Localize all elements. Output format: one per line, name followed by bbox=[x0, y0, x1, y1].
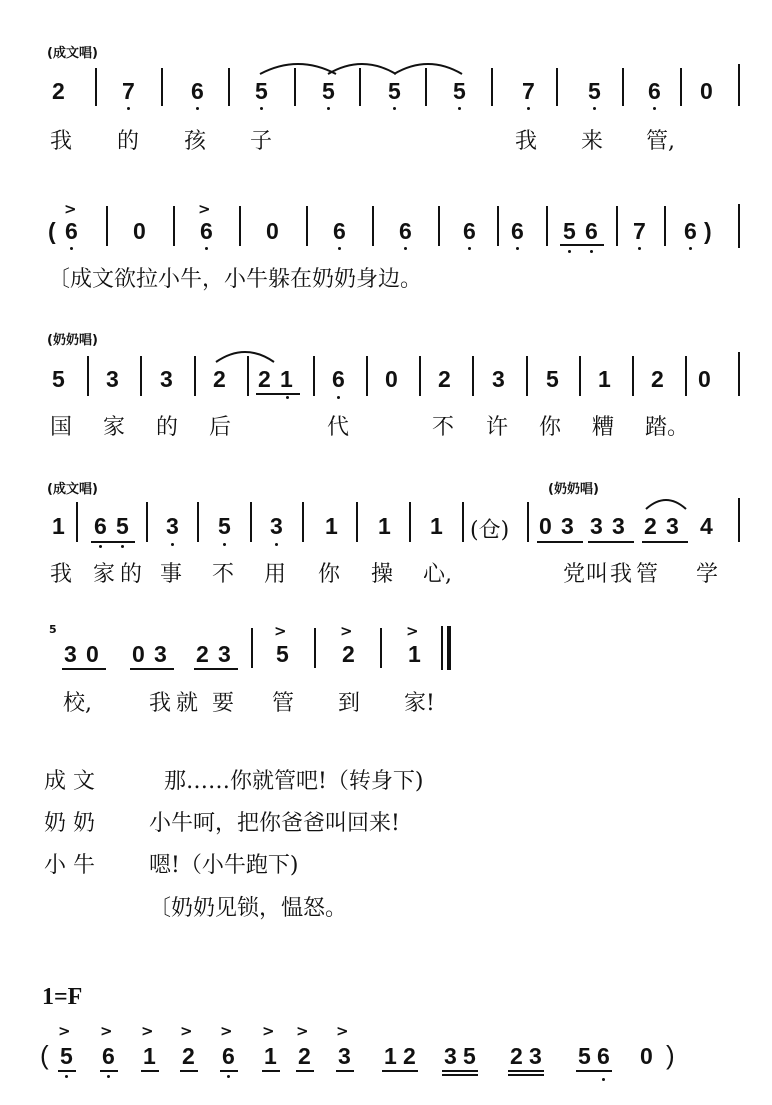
open-paren: ( bbox=[48, 218, 56, 244]
bar-line bbox=[194, 356, 196, 396]
note: 5 bbox=[563, 218, 576, 244]
bar-line bbox=[106, 206, 108, 246]
lyric: 家! bbox=[404, 691, 435, 716]
note: 3 bbox=[166, 513, 179, 539]
lyric: 不 bbox=[432, 415, 455, 440]
low-octave-dot bbox=[127, 107, 130, 110]
lyric: 事 bbox=[160, 562, 183, 587]
note: 5 bbox=[322, 78, 335, 104]
lyric: 就 bbox=[176, 691, 199, 716]
note: 2 bbox=[213, 366, 226, 392]
bar-line bbox=[579, 356, 581, 396]
low-octave-dot bbox=[260, 107, 263, 110]
beam-underline bbox=[180, 1070, 198, 1072]
note: 3 bbox=[590, 513, 603, 539]
note: 3 bbox=[612, 513, 625, 539]
stage-direction: 〔成文欲拉小牛，小牛躲在奶奶身边。 bbox=[48, 267, 423, 292]
bar-line bbox=[87, 356, 89, 396]
beam-underline bbox=[508, 1070, 544, 1072]
note: 2 bbox=[510, 1043, 523, 1069]
bar-line bbox=[738, 64, 740, 106]
lyric: 糟 bbox=[592, 415, 615, 440]
bar-line bbox=[302, 502, 304, 542]
low-octave-dot bbox=[516, 247, 519, 250]
lyric: 来 bbox=[581, 129, 604, 154]
low-octave-dot bbox=[689, 247, 692, 250]
bar-line bbox=[526, 356, 528, 396]
beam-underline bbox=[62, 668, 106, 670]
low-octave-dot bbox=[338, 247, 341, 250]
note: 5 bbox=[546, 366, 559, 392]
beam-underline bbox=[220, 1070, 238, 1072]
bar-line bbox=[546, 206, 548, 246]
bar-line bbox=[228, 68, 230, 106]
note: 1 bbox=[325, 513, 338, 539]
low-octave-dot bbox=[653, 107, 656, 110]
note: 5 bbox=[276, 641, 289, 667]
beam-underline-double bbox=[442, 1074, 478, 1076]
key-signature: 1=F bbox=[42, 984, 83, 1010]
bar-line bbox=[616, 206, 618, 246]
note: 3 bbox=[338, 1043, 351, 1069]
note: 3 bbox=[106, 366, 119, 392]
note: 5 bbox=[255, 78, 268, 104]
note: 6 bbox=[65, 218, 78, 244]
note: 7 bbox=[522, 78, 535, 104]
note: 2 bbox=[651, 366, 664, 392]
bar-line bbox=[738, 352, 740, 396]
note: 5 bbox=[116, 513, 129, 539]
singer-label-chengwen: (成文唱) bbox=[47, 482, 98, 497]
note: 6 bbox=[191, 78, 204, 104]
accent-mark: > bbox=[340, 622, 353, 640]
bar-line bbox=[95, 68, 97, 106]
low-octave-dot bbox=[337, 396, 340, 399]
note: 6 bbox=[585, 218, 598, 244]
low-octave-dot bbox=[393, 107, 396, 110]
lyric: 要 bbox=[212, 691, 235, 716]
accent-mark: > bbox=[100, 1022, 113, 1040]
singer-label-nainai: (奶奶唱) bbox=[47, 333, 98, 348]
note: 7 bbox=[122, 78, 135, 104]
note: 6 bbox=[511, 218, 524, 244]
note: 1 bbox=[378, 513, 391, 539]
low-octave-dot bbox=[286, 396, 289, 399]
beam-underline bbox=[560, 244, 604, 246]
dialogue-line: 那……你就管吧!（转身下) bbox=[164, 769, 424, 794]
note: 0 bbox=[86, 641, 99, 667]
lyric: 代 bbox=[327, 415, 350, 440]
low-octave-dot bbox=[107, 1075, 110, 1078]
beam-underline bbox=[588, 541, 634, 543]
note: 6 bbox=[222, 1043, 235, 1069]
low-octave-dot bbox=[568, 250, 571, 253]
close-paren: ) bbox=[704, 218, 712, 244]
lyric: 后 bbox=[209, 415, 232, 440]
note: 1 bbox=[143, 1043, 156, 1069]
note: 5 bbox=[453, 78, 466, 104]
low-octave-dot bbox=[602, 1078, 605, 1081]
beam-underline bbox=[576, 1070, 612, 1072]
bar-line bbox=[738, 498, 740, 542]
accent-mark: > bbox=[274, 622, 287, 640]
lyric: 你 bbox=[318, 562, 341, 587]
note: 3 bbox=[270, 513, 283, 539]
note: 0 bbox=[266, 218, 279, 244]
bar-line bbox=[366, 356, 368, 396]
low-octave-dot bbox=[590, 250, 593, 253]
stage-direction: 〔奶奶见锁，愠怒。 bbox=[149, 896, 348, 921]
beam-underline bbox=[100, 1070, 118, 1072]
note: 2 bbox=[403, 1043, 416, 1069]
lyric: 管 bbox=[636, 562, 659, 587]
low-octave-dot bbox=[404, 247, 407, 250]
note: 0 bbox=[385, 366, 398, 392]
lyric: 学 bbox=[696, 562, 719, 587]
beam-underline bbox=[256, 393, 300, 395]
lyric: 家 bbox=[103, 415, 126, 440]
singer-label-nainai: (奶奶唱) bbox=[548, 482, 599, 497]
note: 0 bbox=[698, 366, 711, 392]
speaker-name: 成 文 bbox=[44, 769, 95, 794]
bar-line bbox=[664, 206, 666, 246]
low-octave-dot bbox=[121, 545, 124, 548]
lyric: 家 bbox=[93, 562, 116, 587]
beam-underline bbox=[130, 668, 174, 670]
note: 6 bbox=[399, 218, 412, 244]
bar-line bbox=[247, 356, 249, 396]
accent-mark: > bbox=[220, 1022, 233, 1040]
bar-line bbox=[419, 356, 421, 396]
beam-underline bbox=[194, 668, 238, 670]
bar-line bbox=[632, 356, 634, 396]
beam-underline-double bbox=[508, 1074, 544, 1076]
tie-arc bbox=[644, 497, 688, 511]
lyric: 我 bbox=[515, 129, 538, 154]
lyric: 的 bbox=[120, 562, 143, 587]
beam-underline bbox=[336, 1070, 354, 1072]
note: 5 bbox=[578, 1043, 591, 1069]
low-octave-dot bbox=[70, 247, 73, 250]
note: 2 bbox=[644, 513, 657, 539]
accent-mark: > bbox=[262, 1022, 275, 1040]
beam-underline bbox=[91, 541, 135, 543]
lyric: 管, bbox=[646, 129, 675, 154]
note: 5 bbox=[388, 78, 401, 104]
bar-line bbox=[409, 502, 411, 542]
lyric: 我 bbox=[50, 129, 73, 154]
lyric: 踏。 bbox=[645, 415, 690, 440]
note: 3 bbox=[529, 1043, 542, 1069]
note: 6 bbox=[648, 78, 661, 104]
lyric: 子 bbox=[250, 129, 273, 154]
bar-line bbox=[622, 68, 624, 106]
note: 0 bbox=[539, 513, 552, 539]
low-octave-dot bbox=[196, 107, 199, 110]
lyric: 到 bbox=[338, 691, 361, 716]
beam-underline bbox=[296, 1070, 314, 1072]
bar-line bbox=[497, 206, 499, 246]
accent-mark: > bbox=[296, 1022, 309, 1040]
bar-line bbox=[173, 206, 175, 246]
note: 6 bbox=[463, 218, 476, 244]
lyric: 党 bbox=[563, 562, 586, 587]
note: 6 bbox=[597, 1043, 610, 1069]
note: 2 bbox=[196, 641, 209, 667]
accent-mark: > bbox=[180, 1022, 193, 1040]
low-octave-dot bbox=[327, 107, 330, 110]
bar-line bbox=[680, 68, 682, 106]
note: 1 bbox=[52, 513, 65, 539]
note: 3 bbox=[666, 513, 679, 539]
note: 3 bbox=[444, 1043, 457, 1069]
low-octave-dot bbox=[65, 1075, 68, 1078]
bar-line bbox=[313, 356, 315, 396]
accent-mark: > bbox=[336, 1022, 349, 1040]
note: 3 bbox=[160, 366, 173, 392]
lyric: 我 bbox=[149, 691, 172, 716]
beam-underline bbox=[262, 1070, 280, 1072]
note: 1 bbox=[264, 1043, 277, 1069]
bar-line bbox=[140, 356, 142, 396]
bar-line bbox=[356, 502, 358, 542]
low-octave-dot bbox=[171, 543, 174, 546]
note: 6 bbox=[684, 218, 697, 244]
bar-line bbox=[556, 68, 558, 106]
low-octave-dot bbox=[527, 107, 530, 110]
accent-mark: > bbox=[406, 622, 419, 640]
lyric: 许 bbox=[486, 415, 509, 440]
bar-line bbox=[146, 502, 148, 542]
bar-line bbox=[738, 204, 740, 248]
close-paren: ) bbox=[666, 1040, 675, 1070]
note: 0 bbox=[640, 1043, 653, 1069]
low-octave-dot bbox=[275, 543, 278, 546]
low-octave-dot bbox=[223, 543, 226, 546]
low-octave-dot bbox=[593, 107, 596, 110]
note: 6 bbox=[332, 366, 345, 392]
low-octave-dot bbox=[99, 545, 102, 548]
note: 5 bbox=[463, 1043, 476, 1069]
lyric: 叫 bbox=[586, 562, 609, 587]
bar-line bbox=[491, 68, 493, 106]
tie-arc bbox=[392, 62, 464, 76]
accent-mark: > bbox=[64, 200, 77, 218]
grace-note: 5 bbox=[49, 623, 57, 636]
note: 6 bbox=[102, 1043, 115, 1069]
bar-line bbox=[76, 502, 78, 542]
note: 5 bbox=[588, 78, 601, 104]
note: 0 bbox=[132, 641, 145, 667]
note: 0 bbox=[133, 218, 146, 244]
note: 3 bbox=[154, 641, 167, 667]
bar-line bbox=[372, 206, 374, 246]
bar-line bbox=[197, 502, 199, 542]
note: 5 bbox=[52, 366, 65, 392]
bar-line bbox=[161, 68, 163, 106]
note: 2 bbox=[182, 1043, 195, 1069]
low-octave-dot bbox=[468, 247, 471, 250]
bar-line bbox=[239, 206, 241, 246]
lyric: 的 bbox=[156, 415, 179, 440]
bar-line bbox=[438, 206, 440, 246]
lyric: 我 bbox=[610, 562, 633, 587]
note: 7 bbox=[633, 218, 646, 244]
open-paren: ( bbox=[40, 1040, 49, 1070]
bar-line bbox=[251, 628, 253, 668]
note: 1 bbox=[598, 366, 611, 392]
tie-arc bbox=[326, 62, 398, 76]
note: 3 bbox=[561, 513, 574, 539]
note: 1 bbox=[384, 1043, 397, 1069]
bar-line bbox=[306, 206, 308, 246]
note: 3 bbox=[218, 641, 231, 667]
lyric: 我 bbox=[50, 562, 73, 587]
note: 2 bbox=[298, 1043, 311, 1069]
note: 0 bbox=[700, 78, 713, 104]
beam-underline bbox=[537, 541, 583, 543]
beam-underline bbox=[382, 1070, 418, 1072]
lyric: 孩 bbox=[184, 129, 207, 154]
lyric: 心, bbox=[423, 562, 452, 587]
low-octave-dot bbox=[227, 1075, 230, 1078]
lyric: 你 bbox=[539, 415, 562, 440]
note: 2 bbox=[258, 366, 271, 392]
note: 1 bbox=[280, 366, 293, 392]
note: 6 bbox=[333, 218, 346, 244]
dialogue-line: 小牛呵，把你爸爸叫回来! bbox=[149, 811, 400, 836]
note: 5 bbox=[218, 513, 231, 539]
lyric: 的 bbox=[117, 129, 140, 154]
note: 6 bbox=[94, 513, 107, 539]
tie-arc bbox=[214, 350, 276, 364]
lyric: 国 bbox=[50, 415, 73, 440]
bar-line bbox=[380, 628, 382, 668]
speaker-name: 奶 奶 bbox=[44, 811, 95, 836]
final-barline-thin bbox=[441, 626, 443, 670]
note: 2 bbox=[342, 641, 355, 667]
bar-line bbox=[462, 502, 464, 542]
note: 1 bbox=[430, 513, 443, 539]
lyric: 管 bbox=[272, 691, 295, 716]
low-octave-dot bbox=[458, 107, 461, 110]
note: 3 bbox=[64, 641, 77, 667]
final-barline-thick bbox=[447, 626, 451, 670]
lyric: 用 bbox=[264, 562, 287, 587]
note: 3 bbox=[492, 366, 505, 392]
dialogue-line: 嗯!（小牛跑下) bbox=[149, 853, 299, 878]
beam-underline bbox=[141, 1070, 159, 1072]
note: 4 bbox=[700, 513, 713, 539]
gong-beat: (仓) bbox=[470, 518, 510, 543]
lyric: 不 bbox=[212, 562, 235, 587]
bar-line bbox=[685, 356, 687, 396]
bar-line bbox=[527, 502, 529, 542]
bar-line bbox=[250, 502, 252, 542]
accent-mark: > bbox=[198, 200, 211, 218]
lyric: 操 bbox=[371, 562, 394, 587]
note: 2 bbox=[52, 78, 65, 104]
low-octave-dot bbox=[205, 247, 208, 250]
note: 1 bbox=[408, 641, 421, 667]
bar-line bbox=[314, 628, 316, 668]
note: 2 bbox=[438, 366, 451, 392]
beam-underline bbox=[642, 541, 688, 543]
low-octave-dot bbox=[638, 247, 641, 250]
accent-mark: > bbox=[141, 1022, 154, 1040]
speaker-name: 小 牛 bbox=[44, 853, 95, 878]
accent-mark: > bbox=[58, 1022, 71, 1040]
note: 5 bbox=[60, 1043, 73, 1069]
note: 6 bbox=[200, 218, 213, 244]
beam-underline bbox=[442, 1070, 478, 1072]
bar-line bbox=[472, 356, 474, 396]
singer-label-chengwen: (成文唱) bbox=[47, 46, 98, 61]
lyric: 校, bbox=[63, 691, 92, 716]
beam-underline bbox=[58, 1070, 76, 1072]
